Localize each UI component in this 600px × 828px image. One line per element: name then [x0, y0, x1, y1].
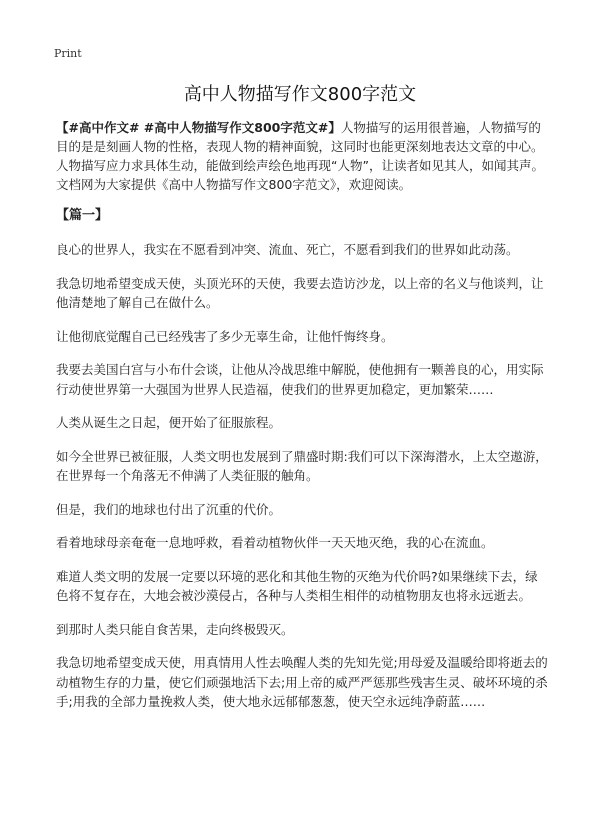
paragraph: 看着地球母亲奄奄一息地呼救，看着动植物伙伴一天天地灭绝，我的心在流血。 [56, 535, 494, 550]
intro-text: 人物描写的运用很普遍，人物描写的目的是是刻画人物的性格，表现人物的精神面貌，这同时也能更深刻地表达文章的中心。人物描写应力求具体生动，能做到绘声绘色地再现“人物”，让读者如见其人，如闻其声。文档网为大家提供《高中人物描写作文800字范文》，欢迎阅读。 [56, 120, 544, 192]
paragraph: 良心的世界人，我实在不愿看到冲突、流血、死亡，不愿看到我们的世界如此动荡。 [56, 242, 519, 257]
print-link[interactable]: Print [54, 47, 82, 60]
paragraph: 难道人类文明的发展一定要以环境的恶化和其他生物的灭绝为代价吗?如果继续下去，绿色将不复存在，大地会被沙漠侵占，各种与人类相生相伴的动植物朋友也将永远逝去。 [56, 568, 538, 603]
paragraph: 如今全世界已被征服，人类文明也发展到了鼎盛时期:我们可以下深海潜水，上太空遨游，在世界每一个角落无不伸满了人类征服的触角。 [56, 448, 548, 483]
article-intro [56, 118, 550, 194]
paragraph: 但是，我们的地球也付出了沉重的代价。 [56, 501, 282, 517]
paragraph: 我要去美国白宫与小布什会谈，让他从冷战思维中解脱，使他拥有一颗善良的心，用实际行动使世界第一大强国为世界人民造福，使我们的世界更加稳定，更加繁荣…… [56, 362, 544, 397]
paragraph: 让他彻底觉醒自己已经残害了多少无辜生命，让他忏悔终身。 [56, 328, 394, 344]
page-title: 高中人物描写作文800字范文 [183, 84, 417, 105]
paragraph: 到那时人类只能自食苦果，走向终极毁灭。 [56, 621, 294, 637]
article-body [56, 118, 550, 726]
intro-tag: 【#高中作文# #高中人物描写作文800字范文#】 [56, 120, 341, 135]
paragraph: 我急切地希望变成天使，头顶光环的天使，我要去造访沙龙，以上帝的名义与他谈判，让他清楚地了解自己在做什么。 [56, 275, 544, 310]
section-heading: 【篇一】 [56, 208, 109, 223]
paragraph: 我急切地希望变成天使，用真情用人性去唤醒人类的先知先觉;用母爱及温暖给即将逝去的动植物生存的力量，使它们顽强地活下去;用上帝的威严严惩那些残害生灵、破坏环境的杀手;用我的全部力量挽救人类，使大地永远郁郁葱葱，使天空永远纯净蔚蓝…… [56, 655, 548, 709]
paragraph: 人类从诞生之日起，便开始了征服旅程。 [56, 415, 282, 430]
